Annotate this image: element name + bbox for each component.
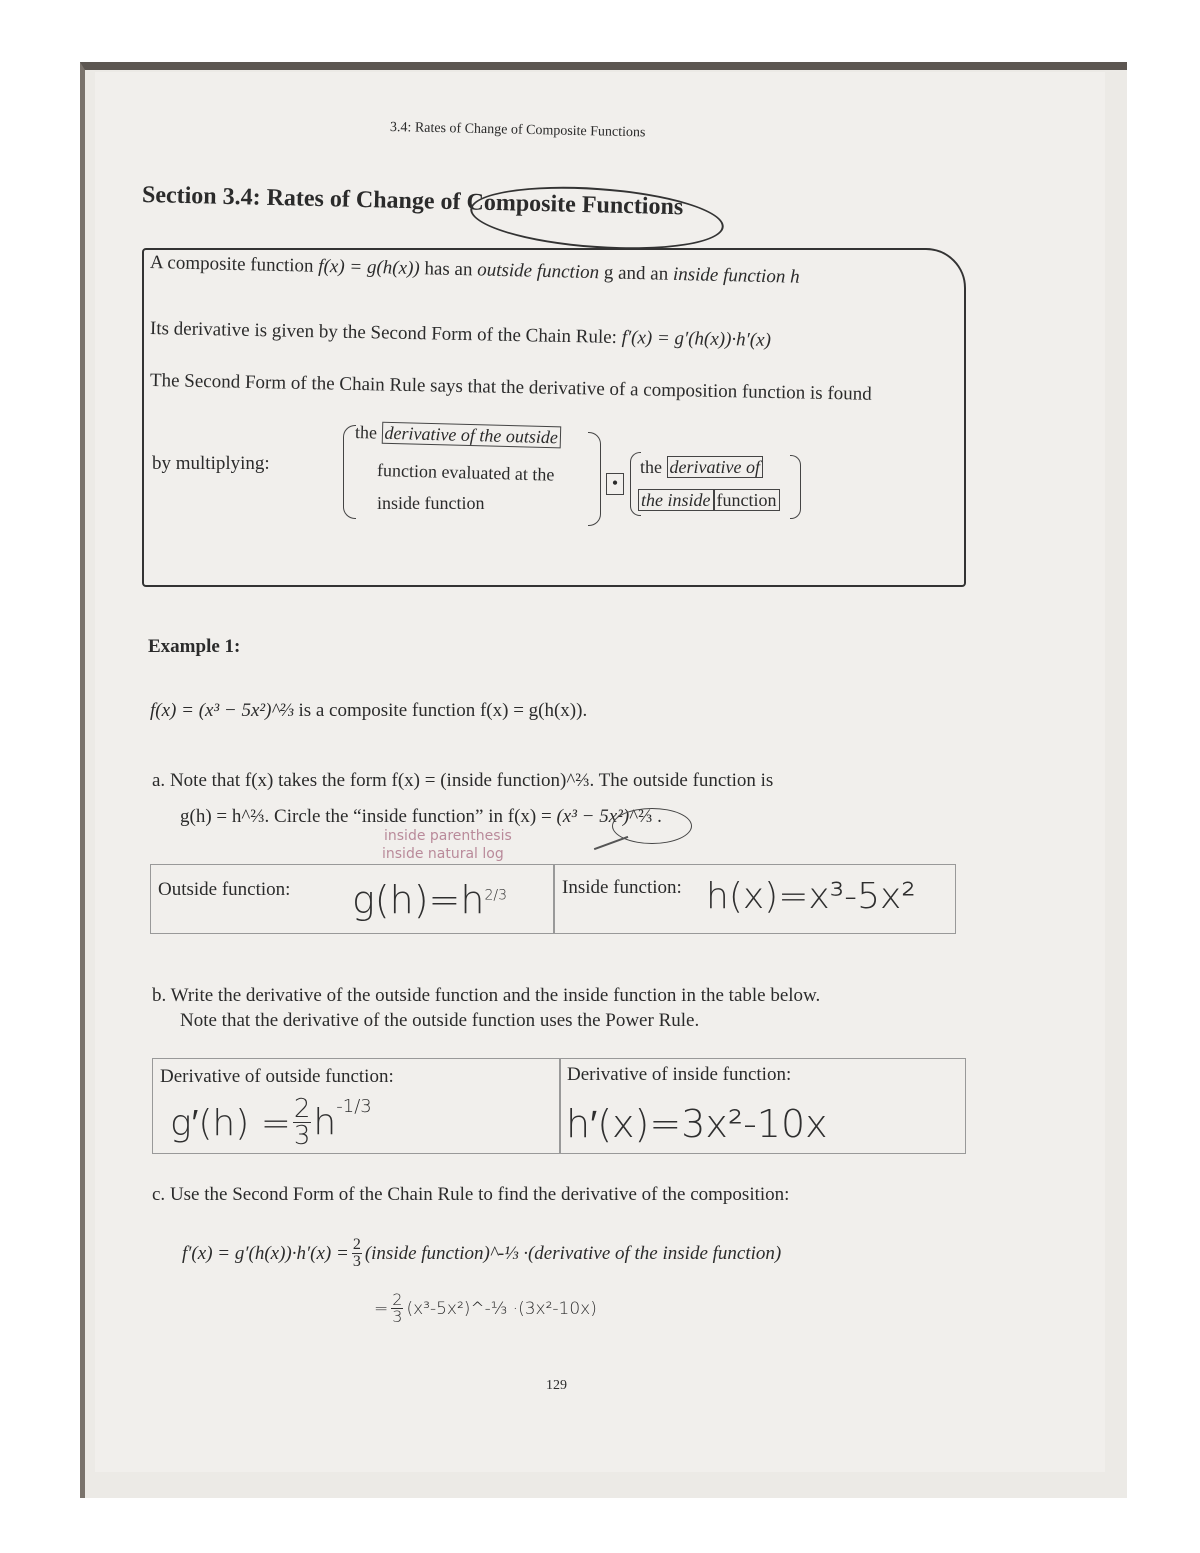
inside-derivative-label: Derivative of inside function: (567, 1064, 792, 1085)
part-a-line-2: g(h) = h^⅔. Circle the “inside function” in f(x) = (x³ − 5x²)^⅔ . (180, 806, 662, 827)
handwritten-note-2: inside natural log (382, 846, 504, 862)
left-term-line-2: function evaluated at the (376, 460, 555, 485)
left-term-line-3: inside function (377, 493, 485, 513)
section-title: Section 3.4: Rates of Change of Composite Functions (141, 182, 684, 221)
running-header: 3.4: Rates of Change of Composite Functions (389, 120, 646, 141)
definition-line-3: The Second Form of the Chain Rule says that the derivative of a composition function is found (149, 370, 872, 405)
definition-line-2: Its derivative is given by the Second Form of the Chain Rule: f′(x) = g′(h(x))·h′(x) (149, 318, 772, 351)
part-c-line: c. Use the Second Form of the Chain Rule to find the derivative of the composition: (152, 1184, 790, 1205)
right-term-bracket-close (790, 455, 801, 519)
right-term-line-1: the derivative of (640, 457, 763, 478)
multiply-dot: • (606, 473, 624, 495)
part-b-line-1: b. Write the derivative of the outside function and the inside function in the table below. (152, 985, 821, 1006)
right-term-line-2: the inside function (638, 490, 780, 511)
outside-function-answer: $g(h)=h^{2/3}$ (352, 878, 507, 922)
inside-derivative-answer: h′(x)=3x²-10x (566, 1102, 828, 1146)
example-statement: f(x) = (x³ − 5x²)^⅔ is a composite function f(x) = g(h(x)). (150, 700, 588, 721)
definition-line-1: A composite function f(x) = g(h(x)) has an outside function g and an inside function h (149, 252, 800, 288)
chain-rule-answer: = $\frac{2}{3}$ (x³-5x²)^-⅓ ·(3x²-10x) (374, 1290, 597, 1326)
outside-derivative-label: Derivative of outside function: (160, 1066, 394, 1087)
left-term-line-1: the derivative of the outside (355, 422, 561, 448)
outside-function-label: Outside function: (158, 879, 291, 900)
part-a-line-1: a. Note that f(x) takes the form f(x) = (inside function)^⅔. The outside function is (152, 770, 774, 791)
example-heading: Example 1: (148, 636, 241, 657)
left-term-bracket-close (588, 432, 601, 526)
inside-function-answer: h(x)=x³-5x² (706, 876, 916, 917)
chain-rule-formula: f′(x) = g′(h(x))·h′(x) = $\frac{2}{3}$ (inside function)^-⅓ ·(derivative of the inside function) (182, 1236, 782, 1270)
outside-derivative-answer: g′(h) = $\frac{2}{3}$ h $^{-1/3}$ (170, 1094, 372, 1151)
by-multiplying-label: by multiplying: (152, 453, 270, 474)
page-number: 129 (546, 1378, 567, 1393)
handwritten-note-1: inside parenthesis (384, 828, 512, 844)
part-b-line-2: Note that the derivative of the outside function uses the Power Rule. (180, 1010, 700, 1031)
inside-function-label: Inside function: (562, 877, 682, 898)
definition-box (142, 248, 966, 587)
